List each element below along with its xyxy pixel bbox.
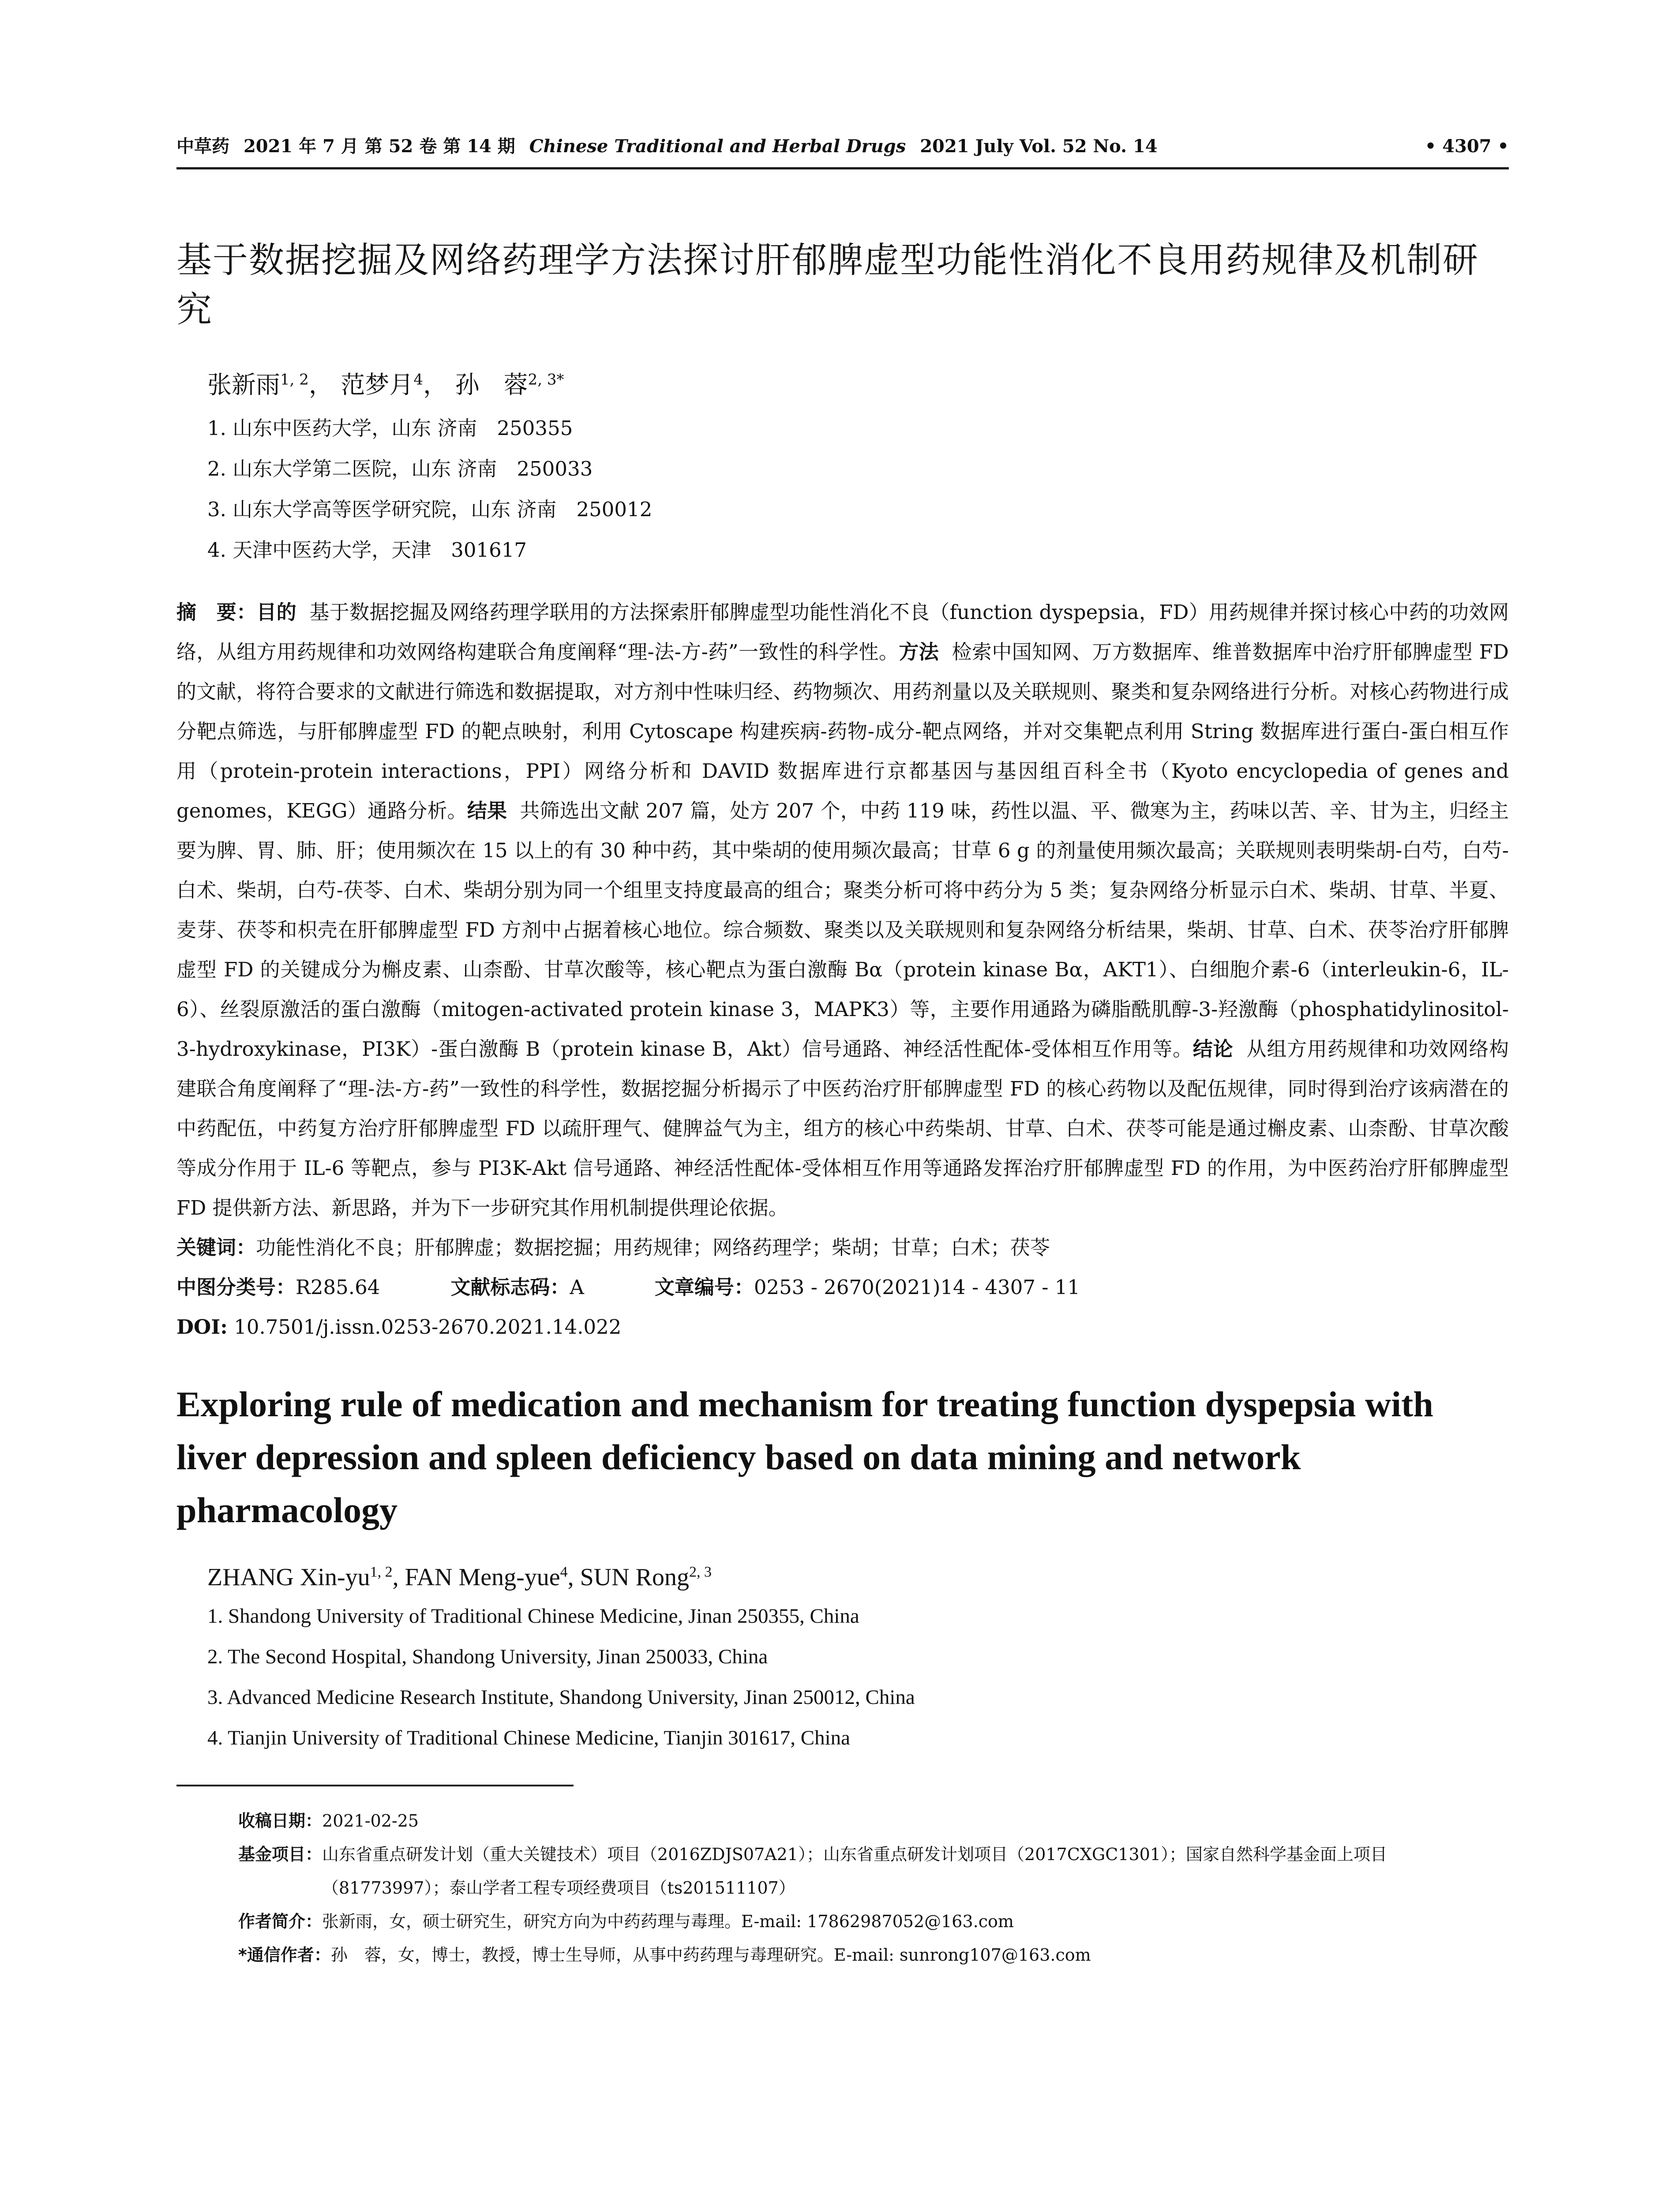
footnote-corresponding-author (238, 1938, 1509, 1972)
author-en: FAN Meng-yue (405, 1564, 560, 1591)
title-en: Exploring rule of medication and mechanism for treating function dyspepsia with liver depression and spleen deficiency based on data mining and network pharmacology (176, 1384, 1433, 1530)
affiliation-cn: 3. 山东大学高等医学研究院，山东 济南 250012 (207, 498, 652, 521)
footnote-author-bio (238, 1905, 1509, 1938)
clc-value: R285.64 (296, 1276, 380, 1299)
journal-name-cn: 中草药 (176, 136, 229, 157)
footnotes (238, 1804, 1509, 1972)
clc-label: 中图分类号： (176, 1276, 296, 1299)
author-separator: ， (308, 371, 333, 399)
keywords-label: 关键词： (176, 1236, 256, 1259)
doi-value[interactable]: 10.7501/j.issn.0253-2670.2021.14.022 (234, 1315, 622, 1339)
title-cn: 基于数据挖掘及网络药理学方法探讨肝郁脾虚型功能性消化不良用药规律及机制研究 (176, 240, 1479, 330)
results-text: 共筛选出文献 207 篇，处方 207 个，中药 119 味，药性以温、平、微寒为主，药味以苦、辛、甘为主，归经主要为脾、胃、肺、肝；使用频次在 15 以上的有 30 种中药，其中柴胡的使用频次最高；甘草 6 g 的剂量使用频次最高；关联规则表明柴胡-白芍，白芍-白术、柴胡，白芍-茯苓、白术、柴胡分别为同一个组里支持度最高的组合；聚类分析可将中药分为 5 类；复杂网络分析显示白术、柴胡、甘草、半夏、麦芽、茯苓和枳壳在肝郁脾虚型 FD 方剂中占据着核心地位。综合频数、聚类以及关联规则和复杂网络分析结果，柴胡、甘草、白术、茯苓治疗肝郁脾虚型 FD 的关键成分为槲皮素、山柰酚、甘草次酸等，核心靶点为蛋白激酶 Bα（protein kinase Bα，AKT1）、白细胞介素-6（interleukin-6，IL-6）、丝裂原激活的蛋白激酶（mitogen-activated protein kinase 3，MAPK3）等，主要作用通路为磷脂酰肌醇-3-羟激酶（phosphatidylinositol-3-hydroxykinase，PI3K）-蛋白激酶 B（protein kinase B，Akt）信号通路、神经活性配体-受体相互作用等。 (176, 799, 1509, 1061)
affiliation-en: 4. Tianjin University of Traditional Chinese Medicine, Tianjin 301617, China (207, 1726, 851, 1749)
footnote-text: 2021-02-25 (322, 1811, 419, 1831)
author-separator: , (392, 1564, 405, 1591)
affiliation-cn: 4. 天津中医药大学，天津 301617 (207, 538, 527, 562)
footnote-received (238, 1804, 1509, 1838)
article-number-value: 0253 - 2670(2021)14 - 4307 - 11 (754, 1276, 1080, 1299)
footnote-text: 孙 蓉，女，博士，教授，博士生导师，从事中药药理与毒理研究。E-mail: sunrong107@163.com (330, 1945, 1091, 1965)
doc-code-label: 文献标志码： (450, 1276, 570, 1299)
abstract (176, 593, 1509, 1228)
article-number-label: 文章编号： (654, 1276, 754, 1299)
author-en: SUN Rong (580, 1564, 690, 1591)
footnote-text: 张新雨，女，硕士研究生，研究方向为中药药理与毒理。E-mail: 17862987052@163.com (322, 1912, 1014, 1931)
author-cn-affiliation: 4 (413, 371, 424, 389)
issue-en: 2021 July Vol. 52 No. 14 (920, 136, 1158, 157)
author-en-affiliation: 1, 2 (370, 1564, 393, 1580)
footnote-text: 山东省重点研发计划（重大关键技术）项目（2016ZDJS07A21）；山东省重点研发计划项目（2017CXGC1301）；国家自然科学基金面上项目（81773997）；泰山学者工程专项经费项目（ts201511107） (322, 1845, 1387, 1898)
doi-line (176, 1307, 1509, 1347)
affiliation-en: 3. Advanced Medicine Research Institute, Shandong University, Jinan 250012, China (207, 1686, 915, 1709)
issue-cn: 2021 年 7 月 第 52 卷 第 14 期 (243, 136, 515, 157)
author-separator: , (567, 1564, 580, 1591)
footnote-funding (238, 1838, 1509, 1905)
footnote-label: *通信作者： (238, 1945, 331, 1965)
author-separator: ， (423, 371, 448, 399)
author-cn: 张新雨 (207, 371, 281, 399)
footnote-label: 收稿日期： (238, 1811, 322, 1831)
methods-label: 方法 (899, 640, 939, 664)
affiliation-cn: 1. 山东中医药大学，山东 济南 250355 (207, 416, 573, 440)
author-en: ZHANG Xin-yu (207, 1564, 370, 1591)
author-en-affiliation: 4 (560, 1564, 568, 1580)
abstract-label: 摘 要： (176, 600, 257, 624)
article-page (176, 132, 1509, 1972)
affiliations-cn (207, 408, 1509, 570)
page-number: • 4307 • (1425, 136, 1509, 157)
journal-name-en: Chinese Traditional and Herbal Drugs (529, 136, 906, 157)
author-en-affiliation: 2, 3 (689, 1564, 712, 1580)
affiliation-cn: 2. 山东大学第二医院，山东 济南 250033 (207, 457, 593, 480)
keywords (176, 1228, 1509, 1268)
results-label: 结果 (467, 799, 507, 822)
affiliations-en (207, 1596, 1509, 1758)
methods-text: 检索中国知网、万方数据库、维普数据库中治疗肝郁脾虚型 FD 的文献，将符合要求的文献进行筛选和数据提取，对方剂中性味归经、药物频次、用药剂量以及关联规则、聚类和复杂网络进行分析。对核心药物进行成分靶点筛选，与肝郁脾虚型 FD 的靶点映射，利用 Cytoscape 构建疾病-药物-成分-靶点网络，并对交集靶点利用 String 数据库进行蛋白-蛋白相互作用（protein-protein interactions，PPI）网络分析和 DAVID 数据库进行京都基因与基因组百科全书（Kyoto encyclopedia of genes and genomes，KEGG）通路分析。 (176, 640, 1509, 822)
running-header-left (176, 132, 1166, 158)
footnote-label: 基金项目： (238, 1845, 322, 1864)
conclusion-label: 结论 (1192, 1037, 1234, 1061)
affiliation-en: 2. The Second Hospital, Shandong University, Jinan 250033, China (207, 1645, 768, 1668)
classification-line (176, 1268, 1509, 1307)
authors-en (207, 1563, 1509, 1591)
footnote-divider (176, 1785, 574, 1786)
objective-text: 基于数据挖掘及网络药理学联用的方法探索肝郁脾虚型功能性消化不良（function dyspepsia，FD）用药规律并探讨核心中药的功效网络，从组方用药规律和功效网络构建联合角度阐释“理-法-方-药”一致性的科学性。 (176, 600, 1509, 664)
keywords-text: 功能性消化不良；肝郁脾虚；数据挖掘；用药规律；网络药理学；柴胡；甘草；白术；茯苓 (256, 1236, 1050, 1259)
author-cn: 孙 蓉 (455, 371, 528, 399)
objective-label: 目的 (256, 600, 297, 624)
author-cn-affiliation: 1, 2 (280, 371, 309, 389)
affiliation-en: 1. Shandong University of Traditional Chinese Medicine, Jinan 250355, China (207, 1605, 859, 1628)
author-cn-affiliation: 2, 3* (528, 371, 564, 389)
footnote-label: 作者简介： (238, 1912, 322, 1931)
authors-cn (207, 365, 1509, 400)
running-header (176, 132, 1509, 169)
conclusion-text: 从组方用药规律和功效网络构建联合角度阐释了“理-法-方-药”一致性的科学性，数据挖掘分析揭示了中医药治疗肝郁脾虚型 FD 的核心药物以及配伍规律，同时得到治疗该病潜在的中药配伍，中药复方治疗肝郁脾虚型 FD 以疏肝理气、健脾益气为主，组方的核心中药柴胡、甘草、白术、茯苓可能是通过槲皮素、山柰酚、甘草次酸等成分作用于 IL-6 等靶点，参与 PI3K-Akt 信号通路、神经活性配体-受体相互作用等通路发挥治疗肝郁脾虚型 FD 的作用，为中医药治疗肝郁脾虚型 FD 提供新方法、新思路，并为下一步研究其作用机制提供理论依据。 (176, 1037, 1509, 1219)
doi-label: DOI: (176, 1315, 228, 1339)
author-cn: 范梦月 (341, 371, 414, 399)
doc-code-value: A (570, 1276, 584, 1299)
